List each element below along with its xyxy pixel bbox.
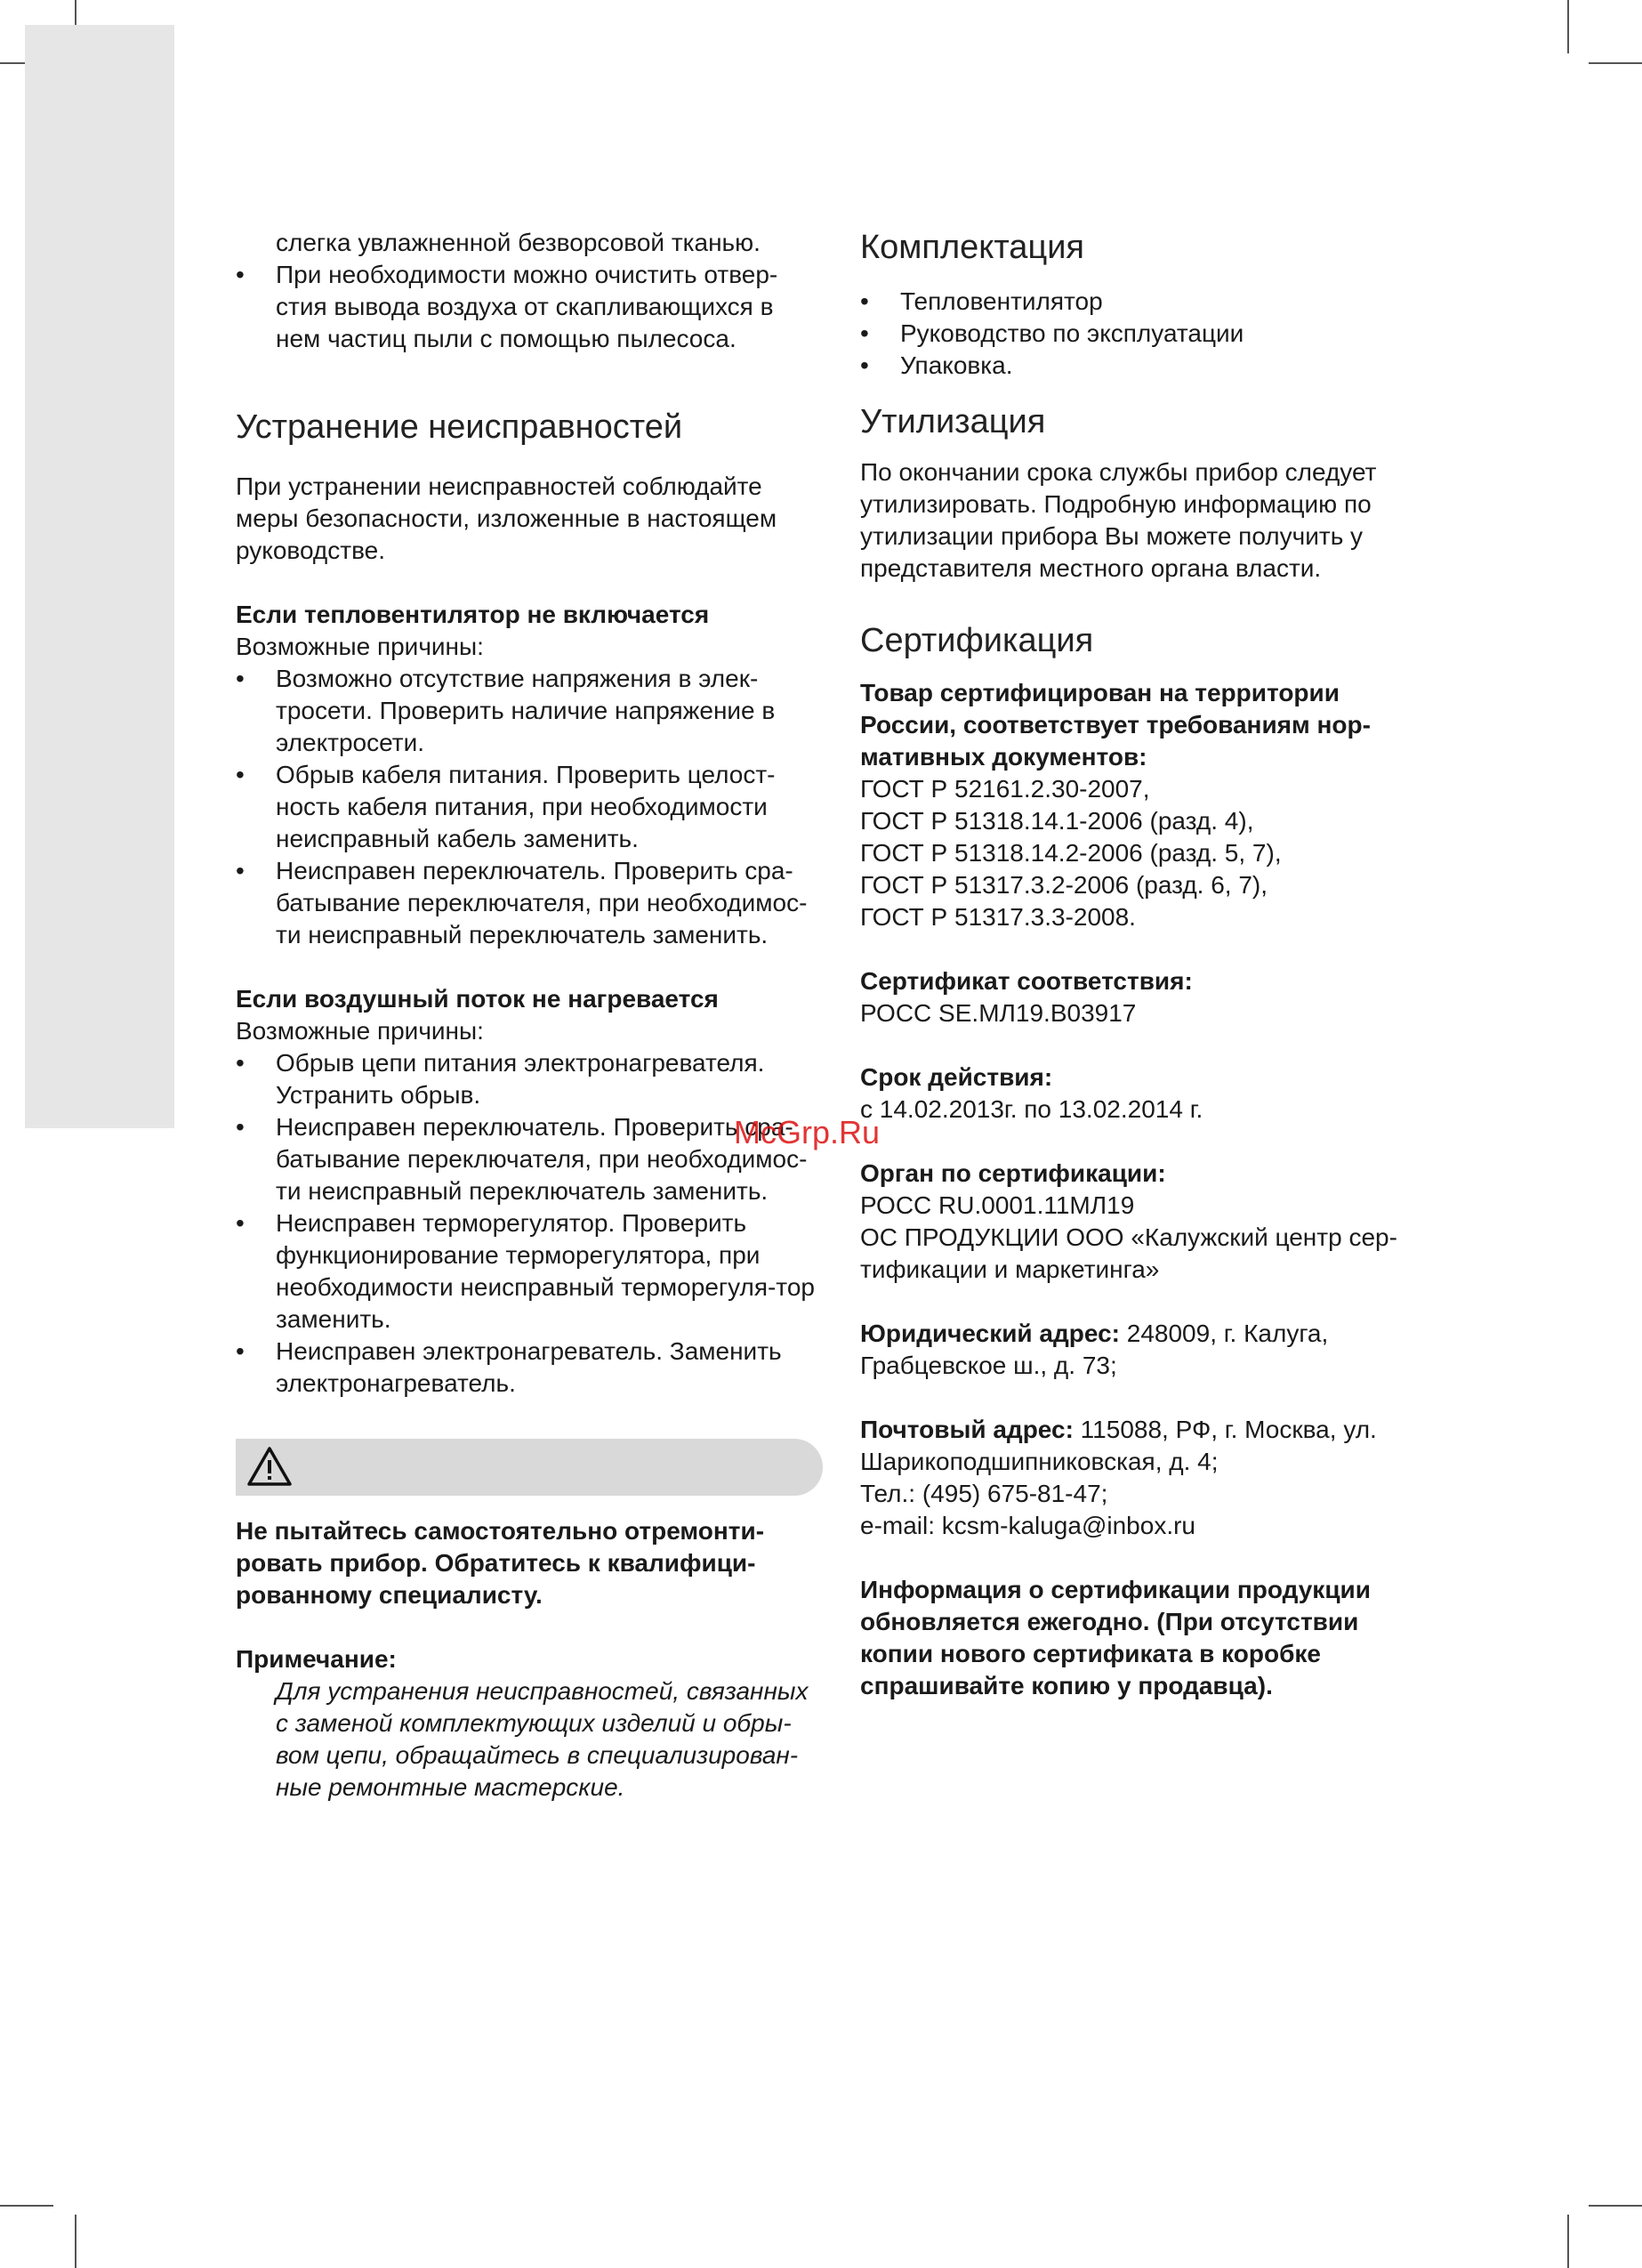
crop-mark	[1567, 2215, 1569, 2268]
list-item: • Неисправен терморегулятор. Проверить функционирование терморегулятора, при необходимости неисправный терморегуля-тор заменить.	[236, 1207, 823, 1336]
list-item: • Неисправен переключатель. Проверить сра-батывание переключателя, при необходимос-ти неисправный переключатель заменить.	[236, 1111, 823, 1207]
warning-icon	[246, 1446, 293, 1487]
kit-list	[860, 286, 1429, 382]
kit-heading: Комплектация	[860, 229, 1085, 266]
list-item: • Обрыв цепи питания электронагревателя. Устранить обрыв.	[236, 1047, 823, 1111]
case1-heading: Если тепловентилятор не включается	[236, 601, 710, 628]
legal-address-label: Юридический адрес:	[860, 1320, 1120, 1347]
certification-intro: Товар сертифицирован на территории России, соответствует требованиям нор-мативных документов:	[860, 679, 1371, 771]
warning-text: Не пытайтесь самостоятельно отремонти-ровать прибор. Обратитесь к квалифици-рованному специалисту.	[236, 1517, 765, 1609]
conformity-value: РОСС SE.МЛ19.В03917	[860, 999, 1137, 1027]
disposal-heading: Утилизация	[860, 403, 1046, 440]
case1-bullets	[236, 663, 823, 951]
disposal-text: По окончании срока службы прибор следует утилизировать. Подробную информацию по утилизации прибора Вы можете получить у представителя местного органа власти.	[860, 458, 1377, 582]
note-heading: Примечание:	[236, 1645, 397, 1673]
cert-body-line: РОСС RU.0001.11МЛ19	[860, 1191, 1135, 1219]
gost-line: ГОСТ Р 51317.3.3-2008.	[860, 903, 1136, 931]
certification-info: Информация о сертификации продукции обновляется ежегодно. (При отсутствии копии нового сертификата в коробке спрашивайте копию у продавца).	[860, 1576, 1371, 1699]
crop-mark	[1589, 2205, 1642, 2207]
watermark: McGrp.Ru	[734, 1114, 881, 1150]
intro-bullets	[236, 259, 823, 355]
crop-mark	[0, 2205, 53, 2207]
validity-value: с 14.02.2013г. по 13.02.2014 г.	[860, 1095, 1203, 1123]
crop-mark	[1567, 0, 1569, 53]
crop-mark	[1589, 62, 1642, 64]
phone: Тел.: (495) 675-81-47;	[860, 1480, 1108, 1507]
postal-address-label: Почтовый адрес:	[860, 1416, 1074, 1443]
email: e-mail: kcsm-kaluga@inbox.ru	[860, 1512, 1195, 1539]
gost-line: ГОСТ Р 51318.14.2-2006 (разд. 5, 7),	[860, 839, 1282, 867]
conformity-label: Сертификат соответствия:	[860, 967, 1193, 995]
case1-causes-label: Возможные причины:	[236, 633, 484, 660]
certification-heading: Сертификация	[860, 622, 1094, 659]
list-item: • Неисправен электронагреватель. Заменить электронагреватель.	[236, 1336, 823, 1400]
intro-continued: слегка увлажненной безворсовой тканью.	[276, 229, 761, 256]
troubleshoot-heading: Устранение неисправностей	[236, 408, 683, 446]
side-tab-bar	[25, 25, 174, 1128]
cert-body-label: Орган по сертификации:	[860, 1159, 1166, 1187]
gost-line: ГОСТ Р 51317.3.2-2006 (разд. 6, 7),	[860, 871, 1268, 899]
legal-address	[860, 1318, 1429, 1382]
gost-line: ГОСТ Р 51318.14.1-2006 (разд. 4),	[860, 807, 1254, 835]
warning-banner	[236, 1439, 823, 1496]
postal-address	[860, 1414, 1429, 1478]
list-item: • Руководство по эксплуатации	[860, 318, 1429, 350]
left-column	[236, 227, 823, 1804]
list-item: • При необходимости можно очистить отвер-стия вывода воздуха от скапливающихся в нем частиц пыли с помощью пылесоса.	[236, 259, 823, 355]
legal-address-value: 248009, г. Калуга, Грабцевское ш., д. 73;	[860, 1320, 1329, 1379]
crop-mark	[75, 2215, 76, 2268]
list-item: • Упаковка.	[860, 350, 1429, 382]
list-item: • Обрыв кабеля питания. Проверить целост-ность кабеля питания, при необходимости неисправный кабель заменить.	[236, 759, 823, 855]
postal-address-value: 115088, РФ, г. Москва, ул. Шарикоподшипниковская, д. 4;	[860, 1416, 1377, 1475]
list-item: • Тепловентилятор	[860, 286, 1429, 318]
note-text: Для устранения неисправностей, связанных с заменой комплектующих изделий и обры-вом цепи, обращайтесь в специализирован-ные ремонтные мастерские.	[276, 1677, 809, 1801]
case2-bullets	[236, 1047, 823, 1400]
list-item: • Возможно отсутствие напряжения в элек-тросети. Проверить наличие напряжение в электросети.	[236, 663, 823, 759]
list-item: • Неисправен переключатель. Проверить сра-батывание переключателя, при необходимос-ти неисправный переключатель заменить.	[236, 855, 823, 951]
case2-heading: Если воздушный поток не нагревается	[236, 985, 719, 1013]
troubleshoot-intro: При устранении неисправностей соблюдайте меры безопасности, изложенные в настоящем руководстве.	[236, 472, 777, 564]
gost-line: ГОСТ Р 52161.2.30-2007,	[860, 775, 1150, 803]
cert-body-line: ОС ПРОДУКЦИИ ООО «Калужский центр сер-тификации и маркетинга»	[860, 1223, 1397, 1283]
validity-label: Срок действия:	[860, 1063, 1053, 1091]
right-column	[860, 227, 1429, 1702]
case2-causes-label: Возможные причины:	[236, 1017, 484, 1045]
